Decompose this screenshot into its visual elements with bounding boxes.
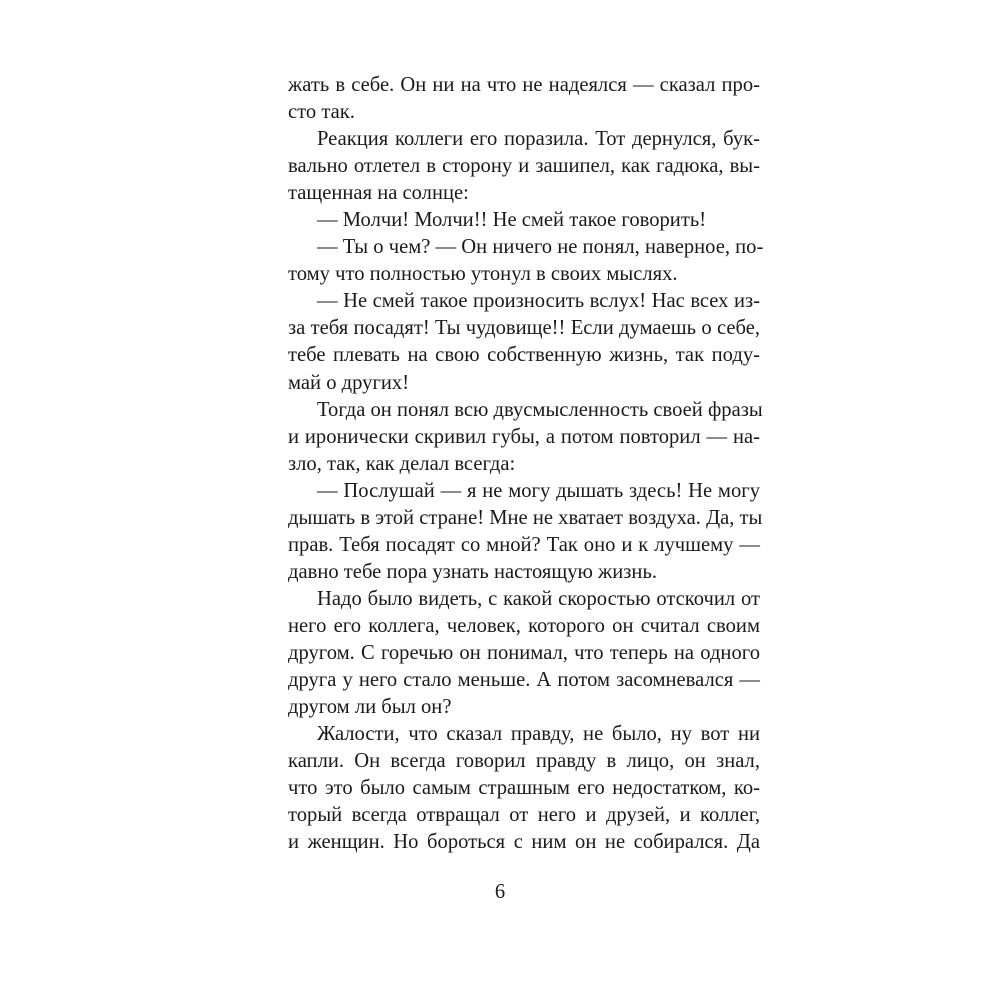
paragraph	[288, 478, 763, 586]
text-line: и иронически скривил губы, а потом повторил — на-	[288, 425, 760, 448]
text-line: — Молчи! Молчи!! Не смей такое говорить!	[317, 209, 707, 232]
text-line: другом. С горечью он понимал, что теперь на одного	[288, 641, 760, 664]
text-line: Жалости, что сказал правду, не было, ну вот ни	[317, 723, 760, 746]
text-line: друга у него стало меньше. А потом засомневался —	[288, 669, 760, 692]
text-line: капли. Он всегда говорил правду в лицо, он знал,	[288, 750, 760, 773]
text-line: Тогда он понял всю двусмысленность своей фразы	[317, 398, 763, 421]
text-line: сто так.	[288, 101, 355, 124]
text-line: зло, так, как делал всегда:	[288, 452, 516, 475]
paragraph	[288, 207, 760, 234]
text-line: жать в себе. Он ни на что не надеялся — сказал про-	[288, 74, 760, 96]
paragraph	[288, 721, 760, 856]
text-line: Надо было видеть, с какой скоростью отскочил от	[317, 587, 760, 610]
text-line: — Послушай — я не могу дышать здесь! Не могу	[317, 479, 760, 502]
text-line: что это было самым страшным его недостатком, ко-	[288, 777, 760, 800]
text-line: него его коллега, человек, которого он считал своим	[288, 614, 760, 637]
text-line: и женщин. Но бороться с ним он не собирался. Да	[288, 831, 760, 854]
text-line: Реакция коллеги его поразила. Тот дернулся, бук-	[317, 128, 760, 151]
text-line: другом ли был он?	[288, 696, 452, 719]
paragraph	[288, 234, 764, 288]
text-line: за тебя посадят! Ты чудовище!! Если думаешь о себе,	[288, 317, 760, 340]
text-line: прав. Тебя посадят со мной? Так оно и к лучшему —	[288, 533, 760, 556]
text-line: май о других!	[288, 371, 410, 394]
paragraph	[288, 126, 760, 207]
text-line: торый всегда отвращал от него и друзей, и коллег,	[288, 804, 760, 827]
text-line: тому что полностью утонул в своих мыслях.	[288, 263, 678, 286]
text-line: дышать в этой стране! Мне не хватает воздуха. Да, ты	[288, 506, 763, 529]
text-line: давно тебе пора узнать настоящую жизнь.	[288, 560, 657, 583]
text-line: вально отлетел в сторону и зашипел, как гадюка, вы-	[288, 155, 760, 178]
page-number: 6	[494, 881, 506, 903]
text-line: тебе плевать на свою собственную жизнь, так поду-	[288, 344, 760, 367]
paragraph	[288, 72, 760, 126]
paragraph	[288, 586, 760, 721]
page-text	[288, 72, 764, 856]
paragraph	[288, 288, 760, 396]
paragraph	[288, 397, 763, 478]
text-line: — Ты о чем? — Он ничего не понял, наверное, по-	[317, 236, 764, 259]
text-line: тащенная на солнце:	[288, 182, 469, 205]
text-line: — Не смей такое произносить вслух! Нас всех из-	[317, 290, 760, 313]
